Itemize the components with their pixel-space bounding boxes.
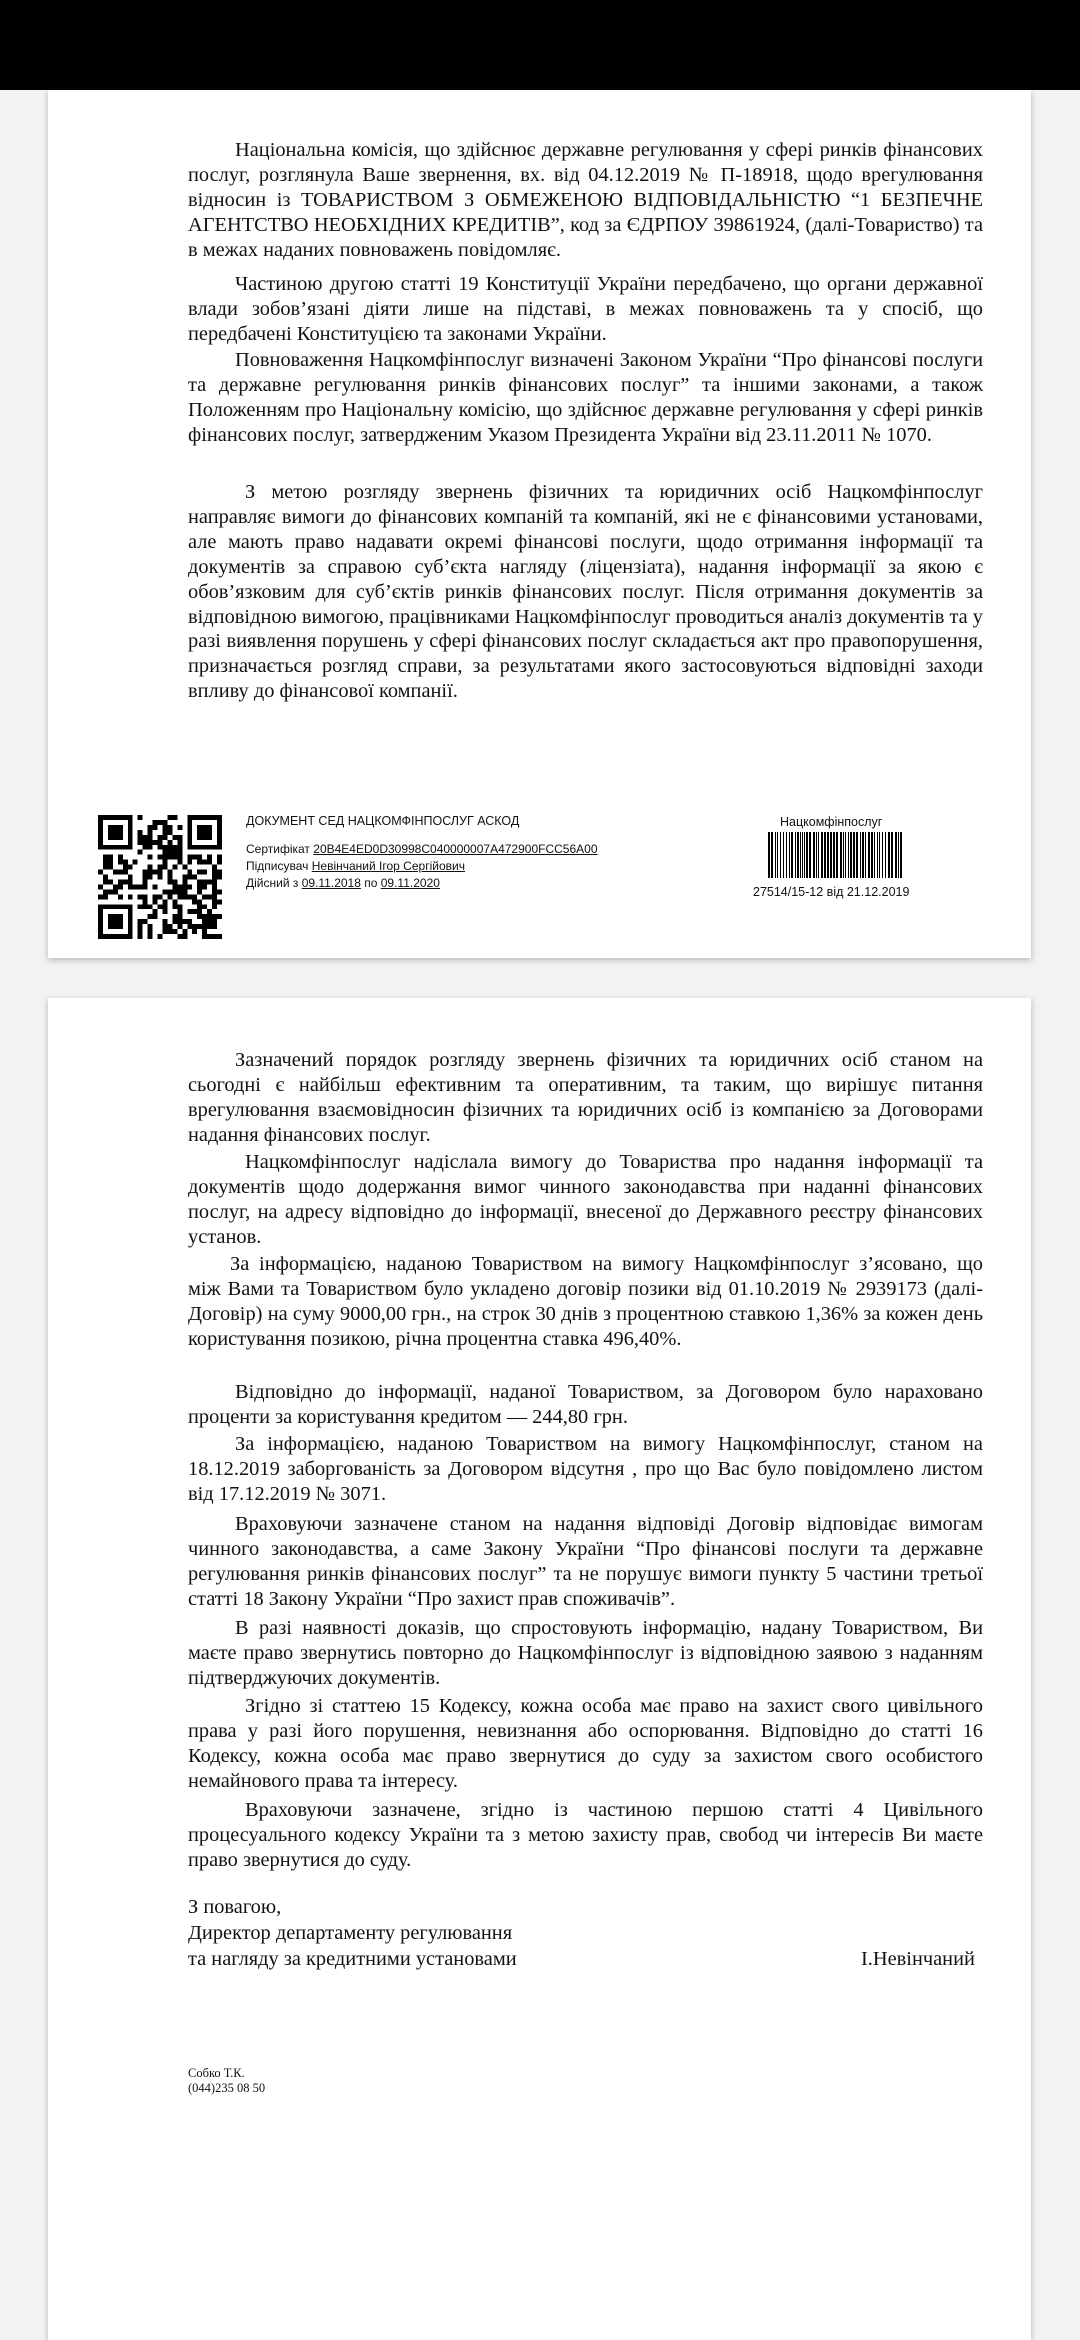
stamp-title: ДОКУМЕНТ СЕД НАЦКОМФІНПОСЛУГ АСКОД bbox=[246, 814, 520, 828]
executor-phone: (044)235 08 50 bbox=[188, 2081, 266, 2095]
paragraph: Згідно зі статтею 15 Кодексу, кожна особа має право на захист свого цивільного права у разі його порушення, невизнання або оспорювання. Відповідно до статті 16 Кодексу, кожна особа має право звернутися до суду за захистом свого особистого немайнового права та інтересу. bbox=[188, 1695, 983, 1792]
stamp-signer bbox=[246, 859, 465, 873]
stamp-org: Нацкомфінпослуг bbox=[780, 815, 883, 829]
qr-code bbox=[98, 815, 222, 939]
paragraph: В разі наявності доказів, що спростовують інформацію, надану Товариством, Ви маєте право звернутись повторно до Нацкомфінпослуг із відповідною заявою з наданням підтверджуючих документів. bbox=[188, 1617, 983, 1689]
valid-label: Дійсний з bbox=[246, 876, 299, 890]
signer-label: Підписувач bbox=[246, 859, 309, 873]
status-bar bbox=[0, 0, 1080, 90]
paragraph: Відповідно до інформації, наданої Товариством, за Договором було нараховано проценти за користування кредитом — 244,80 грн. bbox=[188, 1381, 983, 1428]
position-line-2: та нагляду за кредитними установами bbox=[188, 1948, 517, 1970]
valid-to-label: по bbox=[364, 876, 378, 890]
executor-name: Собко Т.К. bbox=[188, 2066, 245, 2080]
paragraph: Нацкомфінпослуг надіслала вимогу до Товариства про надання інформації та документів щодо додержання вимог чинного законодавства при наданні фінансових послуг, на адресу відповідно до інформації, внесеної до Державного реєстру фінансових установ. bbox=[188, 1151, 983, 1248]
paragraph: За інформацією, наданою Товариством на вимогу Нацкомфінпослуг, станом на 18.12.2019 заборгованість за Договором відсутня , про що Вас було повідомлено листом від 17.12.2019 № 3071. bbox=[188, 1433, 983, 1505]
document-page-1 bbox=[48, 90, 1031, 958]
paragraph: Повноваження Нацкомфінпослуг визначені Законом України “Про фінансові послуги та державне регулювання ринків фінансових послуг” та іншими законами, а також Положенням про Національну комісію, що здійснює державне регулювання у сфері ринків фінансових послуг, затвердженим Указом Президента України від 23.11.2011 № 1070. bbox=[188, 349, 983, 446]
position-line-1: Директор департаменту регулювання bbox=[188, 1922, 513, 1944]
paragraph: Зазначений порядок розгляду звернень фізичних та юридичних осіб станом на сьогодні є найбільш ефективним та оперативним, та таким, що вирішує питання врегулювання взаємовідносин фізичних та юридичних осіб із компанією за Договорами надання фінансових послуг. bbox=[188, 1049, 983, 1146]
paragraph: Враховуючи зазначене станом на надання відповіді Договір відповідає вимогам чинного законодавства, а саме Закону України “Про фінансові послуги та державне регулювання ринків фінансових послуг” та не порушує вимоги пункту 5 частини третьої статті 18 Закону України “Про захист прав споживачів”. bbox=[188, 1513, 983, 1610]
barcode bbox=[768, 832, 904, 878]
signer-value: Невінчаний Ігор Сергійович bbox=[311, 859, 465, 873]
certificate-label: Сертифікат bbox=[246, 842, 310, 856]
stamp-validity bbox=[246, 876, 440, 890]
closing: З повагою, bbox=[188, 1896, 282, 1918]
valid-from: 09.11.2018 bbox=[301, 876, 361, 890]
paragraph: Враховуючи зазначене, згідно із частиною першою статті 4 Цивільного процесуального кодексу України та з метою захисту прав, свобод чи інтересів Ви маєте право звернутися до суду. bbox=[188, 1799, 983, 1871]
certificate-value: 20B4E4ED0D30998C040000007A472900FCC56A00 bbox=[313, 842, 598, 856]
paragraph: З метою розгляду звернень фізичних та юридичних осіб Нацкомфінпослуг направляє вимоги до фінансових компаній та компаній, які не є фінансовими установами, але мають право надавати окремі фінансові послуги, щодо отримання інформації та документів за справою суб’єкта нагляду (ліцензіата), надання інформації за якою є обов’язковим для суб’єктів ринків фінансових послуг. Після отримання документів за відповідною вимогою, працівниками Нацкомфінпослуг проводиться аналіз документів та у разі виявлення порушень у сфері фінансових послуг складається акт про правопорушення, призначається розгляд справи, за результатами якого застосовуються відповідні заходи впливу до фінансової компанії. bbox=[188, 481, 983, 703]
valid-to: 09.11.2020 bbox=[380, 876, 440, 890]
registration-number: 27514/15-12 від 21.12.2019 bbox=[753, 885, 910, 899]
paragraph: За інформацією, наданою Товариством на вимогу Нацкомфінпослуг з’ясовано, що між Вами та Товариством було укладено договір позики від 01.10.2019 № 2939173 (далі-Договір) на суму 9000,00 грн., на строк 30 днів з процентною ставкою 1,36% за кожен день користування позикою, річна процентна ставка 496,40%. bbox=[188, 1253, 983, 1350]
signatory-name: І.Невінчаний bbox=[861, 1948, 975, 1970]
document-page-2 bbox=[48, 998, 1031, 2340]
stamp-certificate bbox=[246, 842, 598, 856]
paragraph: Частиною другою статті 19 Конституції України передбачено, що органи державної влади зобов’язані діяти лише на підставі, в межах повноважень та у спосіб, що передбачені Конституцією та законами України. bbox=[188, 273, 983, 345]
paragraph: Національна комісія, що здійснює державне регулювання у сфері ринків фінансових послуг, розглянула Ваше звернення, вх. від 04.12.2019 № П-18918, щодо врегулювання відносин із ТОВАРИСТВОМ З ОБМЕЖЕНОЮ ВІДПОВІДАЛЬНІСТЮ “1 БЕЗПЕЧНЕ АГЕНТСТВО НЕОБХІДНИХ КРЕДИТІВ”, код за ЄДРПОУ 39861924, (далі-Товариство) та в межах наданих повноважень повідомляє. bbox=[188, 139, 983, 261]
